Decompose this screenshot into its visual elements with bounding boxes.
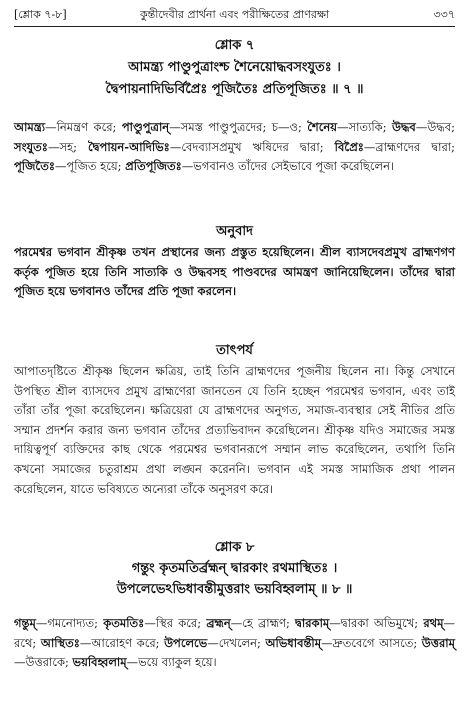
header-verse-range: [শ্লোক ৭-৮] [14, 8, 67, 21]
syn-meaning: —সাত্যকি; [337, 120, 393, 134]
syn-word: বিপ্রৈঃ [334, 139, 364, 154]
syn-meaning: —দ্বারকা অভিমুখে; [329, 616, 424, 630]
syn-word: শৈনেয় [307, 120, 337, 134]
syn-meaning: —ভয়ে ব্যাকুল হয়ে। [126, 655, 217, 670]
translation-text: পরমেশ্বর ভগবান শ্রীকৃষ্ণ তখন প্রস্থানের জন্য প্রস্তুত হয়েছিলেন। শ্রীল ব্যাসদেবপ্রমুখ ব্রাহ্মণগণ কর্তৃক পূজিত হয়ে তিনি সাত্যকি ও উদ্ধবসহ পাণ্ডবদের আমন্ত্রণ জানিয়েছিলেন। তাঁদের দ্বারা পূজিত হয়ে ভগবানও তাঁদের প্রতি পূজা করলেন। [14, 245, 455, 299]
header-chapter-title: কুন্তীদেবীর প্রার্থনা এবং পরীক্ষিতের প্রাণরক্ষা [139, 8, 330, 21]
syn-word: ভয়বিহ্বলাম্ [72, 655, 127, 670]
sloka-7-synonyms [14, 118, 455, 177]
syn-word: সংযুতঃ [14, 139, 48, 154]
syn-meaning: —সমস্ত পাণ্ডুপুত্রদের; চ—ও; [169, 120, 308, 134]
sloka-7-line-2: দ্বৈপায়নাদিভির্বিপ্রৈঃ পূজিতৈঃ প্রতিপূজিতঃ ॥ ৭ ॥ [105, 82, 364, 97]
syn-meaning: —বেদব্যাসপ্রমুখ ঋষিদের দ্বারা; [169, 139, 335, 154]
syn-meaning: —গমনোদ্যত; [35, 616, 104, 630]
translation-heading: অনুবাদ [216, 224, 253, 239]
header-rule [14, 26, 455, 27]
syn-meaning: —স্থির করে; [144, 616, 207, 630]
syn-word: রথম্ [423, 616, 444, 630]
sloka-7-heading: শ্লোক ৭ [214, 38, 255, 53]
syn-meaning: —দেখলেন; [207, 635, 266, 650]
syn-word: প্রতিপূজিতঃ [125, 159, 182, 174]
syn-word: আমন্ত্র্য [14, 120, 46, 134]
syn-word: পূজিতৈঃ [14, 159, 55, 174]
sloka-8-line-1: গন্তুং কৃতমতির্ব্রহ্মন্ দ্বারকাং রথমাস্থিতঃ । [131, 561, 338, 576]
syn-word: অভিধাবন্তীম্ [265, 635, 322, 650]
syn-meaning: —উদ্ধব; [415, 120, 455, 134]
sloka-8-heading: শ্লোক ৮ [214, 540, 255, 555]
syn-word: ব্রহ্মন্ [206, 616, 231, 630]
syn-word: দ্বারকাম্ [295, 616, 330, 630]
running-header [14, 6, 455, 24]
page-number: ৩৩৭ [433, 8, 455, 21]
syn-word: দ্বৈপায়ন-আদিভিঃ [88, 139, 170, 154]
purport-text: আপাতদৃষ্টিতে শ্রীকৃষ্ণ ছিলেন ক্ষত্রিয়, তাই তিনি ব্রাহ্মণদের পূজনীয় ছিলেন না। কিন্তু সেখানে উপস্থিত শ্রীল ব্যাসদেব প্রমুখ ব্রাহ্মণেরা জানতেন যে তিনি হচ্ছেন পরমেশ্বর ভগবান, এবং তাই তাঁরা তাঁর পূজা করেছিলেন। ক্ষত্রিয়েরা যে ব্রাহ্মণদের অনুগত, সমাজ-ব্যবস্থার সেই নীতির প্রতি সম্মান প্রদর্শন করার জন্য ভগবান তাঁদের প্রত্যভিবাদন করেছিলেন। শ্রীকৃষ্ণ যদিও সমাজের সমস্ত দায়িত্বপূর্ণ ব্যক্তিদের কাছ থেকে পরমেশ্বর ভগবানরূপে সম্মান লাভ করেছিলেন, তথাপি তিনি কখনো সমাজের চতুরাশ্রম প্রথা লঙ্ঘন করেননি। ভগবান এই সমস্ত সামাজিক প্রথা পালন করেছিলেন, যাতে ভবিষ্যতে অন্যেরা তাঁকে অনুসরণ করে। [14, 364, 455, 496]
syn-word: উদ্ধব [392, 120, 416, 134]
syn-meaning: —উত্তরাকে; [14, 655, 73, 670]
sloka-7-line-1: আমন্ত্র্য পাণ্ডুপুত্রাংশ্চ শৈনেয়োদ্ধবসংযুতঃ । [128, 60, 341, 75]
syn-meaning: —নিমন্ত্রণ করে; [45, 120, 122, 134]
syn-meaning: —হে ব্রাহ্মণ; [230, 616, 296, 630]
syn-meaning: —রথে; [14, 616, 455, 650]
syn-word: উপলেভে [164, 635, 208, 650]
syn-meaning: —ব্রাহ্মণদের দ্বারা; [363, 139, 456, 154]
sloka-8-line-2: উপলেভেঽভিধাবন্তীমুত্তরাং ভয়বিহ্বলাম্ ॥ ৮ ॥ [116, 582, 353, 597]
purport-heading: তাৎপর্য [216, 343, 253, 358]
syn-meaning: —আরোহণ করে; [79, 635, 165, 650]
syn-word: কৃতমতিঃ [103, 616, 145, 630]
syn-meaning: —ভগবানও তাঁদের সেইভাবে পূজা করেছিলেন। [181, 159, 395, 174]
sloka-8-synonyms [14, 614, 455, 673]
syn-meaning: —সহ; [47, 139, 89, 154]
syn-word: গন্তুম্ [14, 616, 36, 630]
syn-meaning: —পূজিত হয়ে; [54, 159, 126, 174]
syn-word: আস্থিতঃ [40, 635, 80, 650]
syn-word: উত্তরাম্ [421, 635, 455, 650]
syn-word: পাণ্ডুপুত্রান্ [121, 120, 170, 134]
syn-meaning: —দ্রুতবেগে আসতে; [321, 635, 422, 650]
